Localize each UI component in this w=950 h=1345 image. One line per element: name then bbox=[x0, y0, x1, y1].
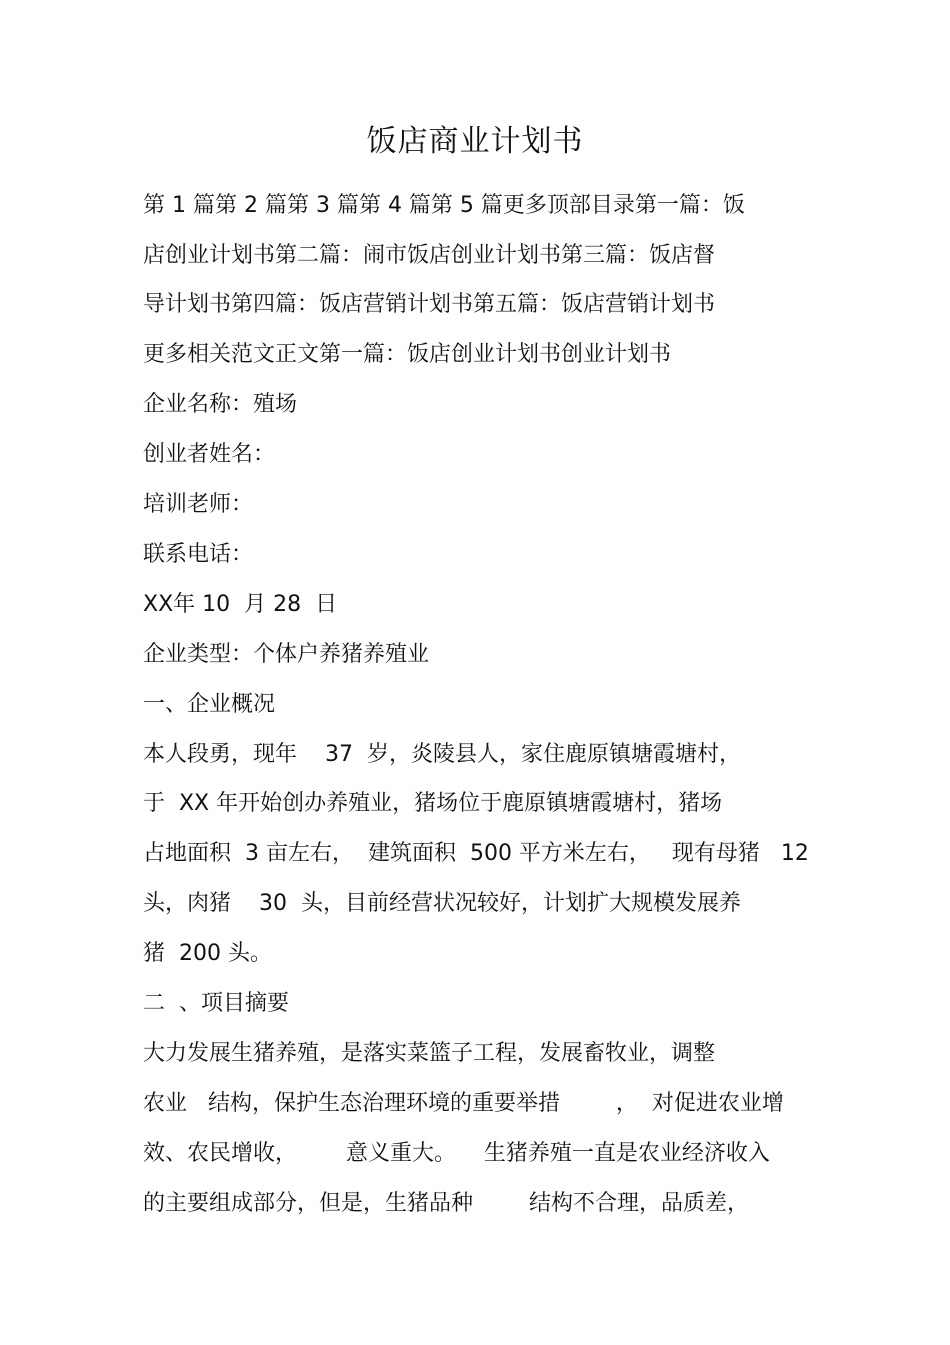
text-line: 猪 200 头。 bbox=[143, 941, 272, 966]
text-line: 企业名称：殖场 bbox=[143, 392, 298, 417]
text-line: 联系电话： bbox=[143, 542, 254, 567]
document-title: 饭店商业计划书 bbox=[366, 124, 584, 159]
text-line: 的主要组成部分，但是，生猪品种 结构不合理，品质差， bbox=[143, 1191, 749, 1216]
document-body bbox=[143, 0, 843, 1345]
text-line: XX年 10 月 28 日 bbox=[143, 592, 338, 617]
section-heading: 二 、项目摘要 bbox=[143, 991, 289, 1016]
text-line: 创业者姓名： bbox=[143, 442, 276, 467]
text-line: 本人段勇，现年 37 岁，炎陵县人，家住鹿原镇塘霞塘村， bbox=[143, 742, 741, 767]
section-heading: 一、企业概况 bbox=[143, 692, 276, 717]
text-line: 导计划书第四篇：饭店营销计划书第五篇：饭店营销计划书 bbox=[143, 292, 716, 317]
text-line: 第 1 篇第 2 篇第 3 篇第 4 篇第 5 篇更多顶部目录第一篇：饭 bbox=[143, 193, 745, 218]
text-line: 效、农民增收， 意义重大。 生猪养殖一直是农业经济收入 bbox=[143, 1141, 770, 1166]
text-line: 培训老师： bbox=[143, 492, 254, 517]
text-line: 农业 结构，保护生态治理环境的重要举措 ， 对促进农业增 bbox=[143, 1091, 784, 1116]
text-line: 更多相关范文正文第一篇：饭店创业计划书创业计划书 bbox=[143, 342, 672, 367]
text-line: 于 XX 年开始创办养殖业，猪场位于鹿原镇塘霞塘村，猪场 bbox=[143, 791, 723, 816]
text-line: 企业类型：个体户养猪养殖业 bbox=[143, 642, 430, 667]
text-line: 头，肉猪 30 头，目前经营状况较好，计划扩大规模发展养 bbox=[143, 891, 741, 916]
text-line: 占地面积 3 亩左右， 建筑面积 500 平方米左右， 现有母猪 12 bbox=[143, 841, 809, 866]
text-line: 店创业计划书第二篇：闹市饭店创业计划书第三篇：饭店督 bbox=[143, 243, 716, 268]
text-line: 大力发展生猪养殖，是落实菜篮子工程，发展畜牧业，调整 bbox=[143, 1041, 716, 1066]
